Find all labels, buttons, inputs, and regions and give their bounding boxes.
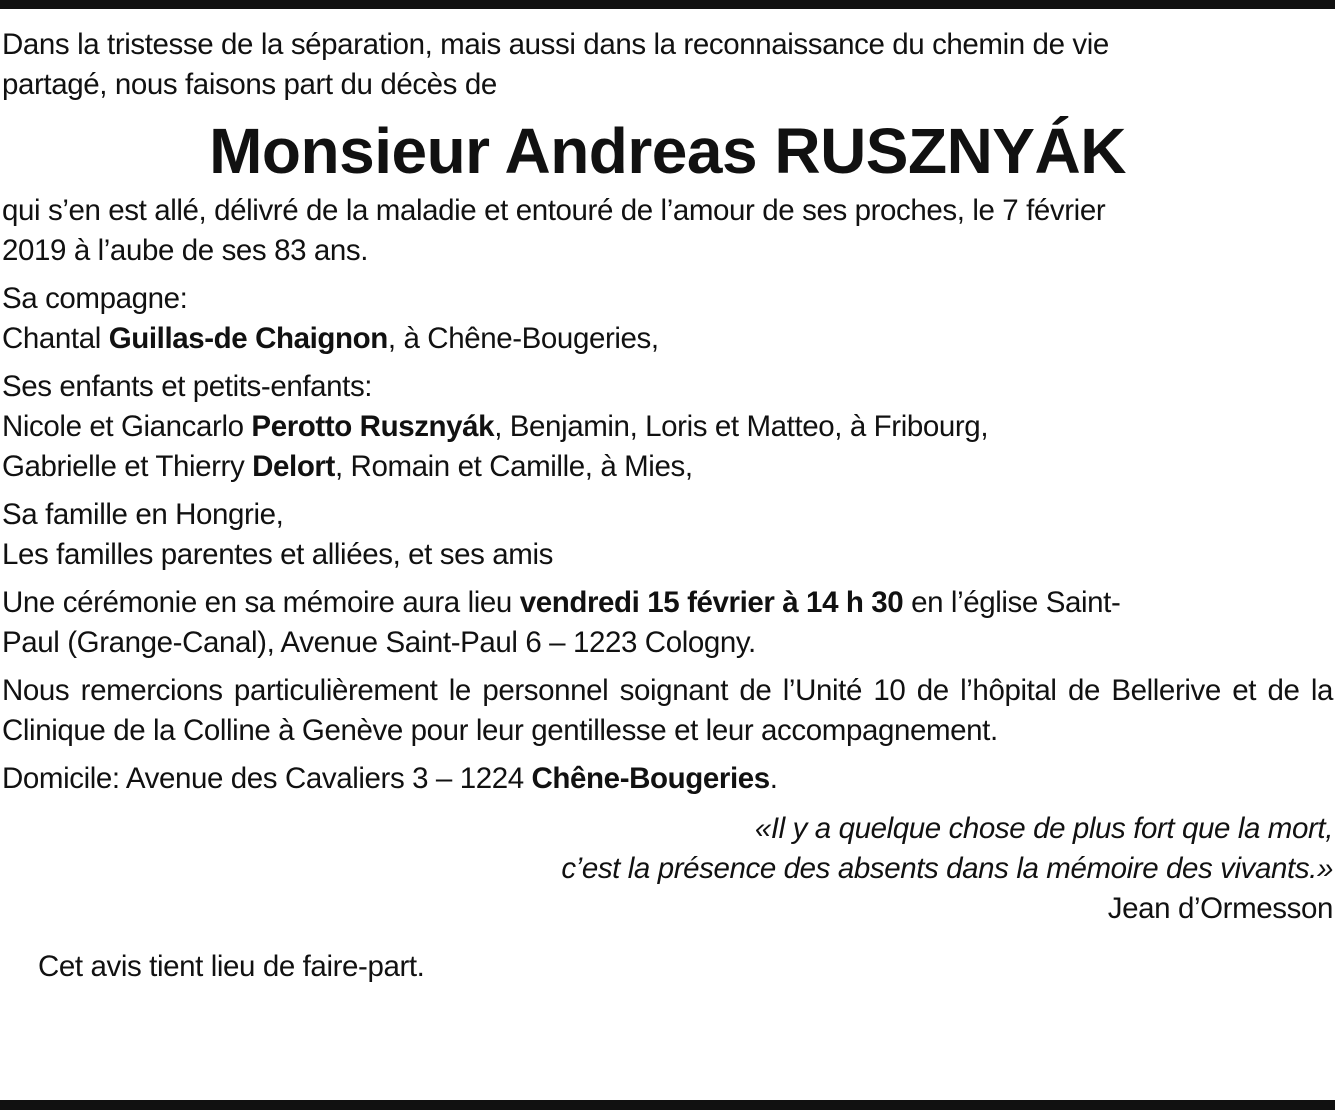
domicile-period: . [769,762,778,795]
quote-line-2: c’est la présence des absents dans la mémoire des vivants.» [561,852,1333,885]
obituary-notice [2,25,1333,987]
child-entry-surname: Perotto Rusznyák [251,410,495,443]
family-line-2: Les familles parentes et alliées, et ses amis [2,538,553,571]
ceremony-intro: Une cérémonie en sa mémoire aura lieu [2,586,520,619]
closing-note: Cet avis tient lieu de faire-part. [38,950,425,983]
quote [2,809,1333,889]
quote-line-1: «Il y a quelque chose de plus fort que la mort, [754,812,1333,845]
deceased-name: Monsieur Andreas RUSZNYÁK [209,115,1126,187]
thanks-paragraph: Nous remercions particulièrement le personnel soignant de l’Unité 10 de l’hôpital de Bellerive et de la Clinique de la Colline à Genève pour leur gentillesse et leur accompagnement. [2,674,1333,747]
child-entry-first: Gabrielle et Thierry [2,450,253,483]
intro-line-1: Dans la tristesse de la séparation, mais aussi dans la reconnaissance du chemin de vie [2,28,1109,61]
companion-surname: Guillas-de Chaignon [108,322,388,355]
domicile-city: Chêne-Bougeries [531,762,770,795]
domicile-line [2,759,1333,799]
intro-paragraph [2,25,1333,105]
companion-location: , à Chêne-Bougeries, [387,322,659,355]
child-entry-first: Nicole et Giancarlo [2,410,252,443]
ceremony-datetime: vendredi 15 février à 14 h 30 [519,586,904,619]
intro-line-2: partagé, nous faisons part du décès de [2,68,497,101]
death-notice-line-2: 2019 à l’aube de ses 83 ans. [2,234,369,267]
ceremony-location-start: en l’église Saint- [903,586,1121,619]
domicile-address: Domicile: Avenue des Cavaliers 3 – 1224 [2,762,532,795]
ceremony-address: Paul (Grange-Canal), Avenue Saint-Paul 6 – 1223 Cologny. [2,626,756,659]
child-entry-rest: , Benjamin, Loris et Matteo, à Fribourg, [494,410,989,443]
family-line-1: Sa famille en Hongrie, [2,498,284,531]
children-section [2,367,1333,487]
companion-first-name: Chantal [2,322,109,355]
quote-author: Jean d’Ormesson [1107,892,1333,925]
family-section [2,495,1333,575]
companion-section [2,279,1333,359]
death-notice-line-1: qui s’en est allé, délivré de la maladie et entouré de l’amour de ses proches, le 7 février [2,194,1106,227]
ceremony-paragraph [2,583,1333,663]
children-heading: Ses enfants et petits-enfants: [2,370,373,403]
death-notice [2,191,1333,271]
child-entry-rest: , Romain et Camille, à Mies, [334,450,693,483]
companion-heading: Sa compagne: [2,282,188,315]
top-rule [0,0,1335,9]
child-entry-surname: Delort [252,450,335,483]
bottom-rule [0,1100,1335,1110]
